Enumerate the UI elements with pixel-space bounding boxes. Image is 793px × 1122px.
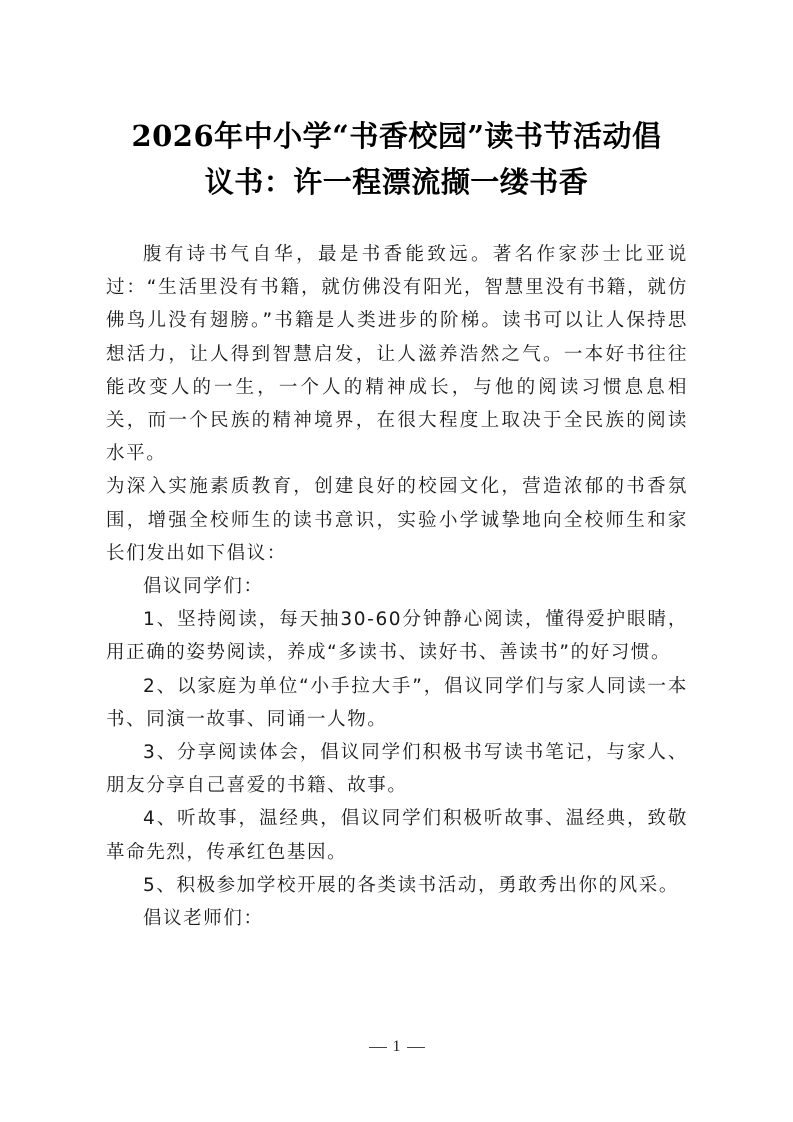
footer-dash-right: [407, 1047, 425, 1048]
page-number: 1: [392, 1038, 401, 1055]
title-line-1: 2026年中小学“书香校园”读书节活动倡: [131, 119, 662, 153]
teachers-heading: 倡议老师们：: [143, 908, 264, 930]
student-item-3: 3、分享阅读体会，倡议同学们积极书写读书笔记，与家人、朋友分享自己喜爱的书籍、故事。: [106, 742, 688, 797]
title-line-2: 议书：许一程漂流撷一缕书香: [204, 165, 589, 199]
student-item-1: 1、坚持阅读，每天抽30-60分钟静心阅读，懂得爱护眼睛，用正确的姿势阅读，养成“多读书、读好书、善读书”的好习惯。: [106, 609, 688, 664]
students-heading: 倡议同学们：: [143, 576, 264, 598]
page-footer: [0, 1038, 793, 1056]
purpose-paragraph: 为深入实施素质教育，创建良好的校园文化，营造浓郁的书香氛围，增强全校师生的读书意识，实验小学诚挚地向全校师生和家长们发出如下倡议：: [106, 476, 688, 564]
student-item-4: 4、听故事，温经典，倡议同学们积极听故事、温经典，致敬革命先烈，传承红色基因。: [106, 808, 688, 863]
student-item-2: 2、以家庭为单位“小手拉大手”，倡议同学们与家人同读一本书、同演一故事、同诵一人物。: [106, 675, 688, 730]
document-title: [90, 113, 703, 205]
document-body: [106, 238, 688, 935]
footer-dash-left: [369, 1047, 387, 1048]
intro-paragraph: 腹有诗书气自华，最是书香能致远。著名作家莎士比亚说过：“生活里没有书籍，就仿佛没有阳光，智慧里没有书籍，就仿佛鸟儿没有翅膀。”书籍是人类进步的阶梯。读书可以让人保持思想活力，让人得到智慧启发，让人滋养浩然之气。一本好书往往能改变人的一生，一个人的精神成长，与他的阅读习惯息息相关，而一个民族的精神境界，在很大程度上取决于全民族的阅读水平。: [106, 244, 688, 465]
student-item-5: 5、积极参加学校开展的各类读书活动，勇敢秀出你的风采。: [143, 874, 679, 896]
